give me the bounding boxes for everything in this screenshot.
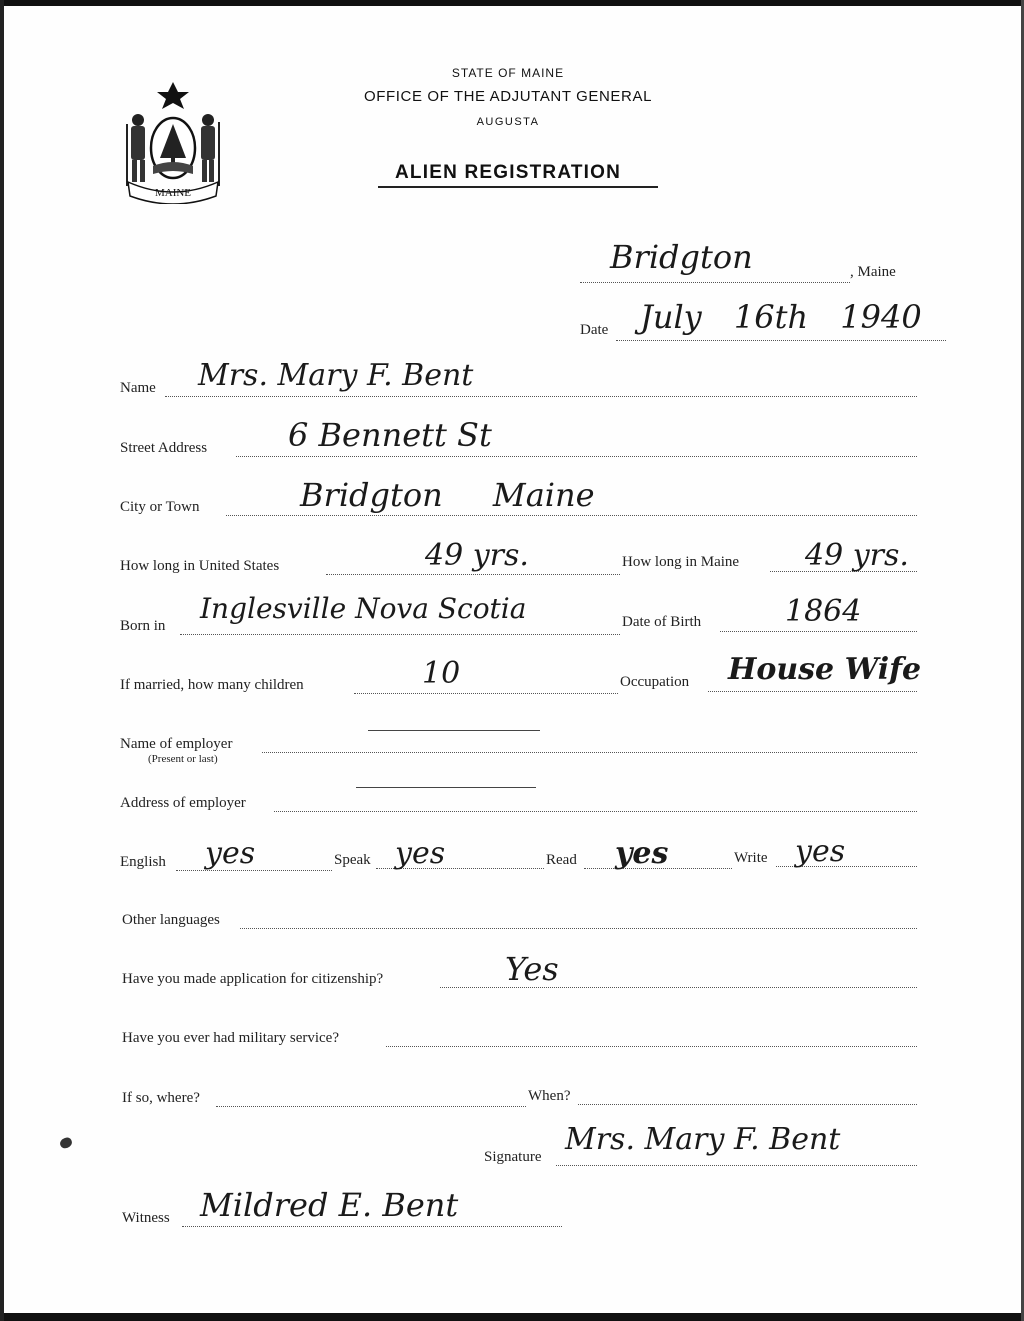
signature-label: Signature [484,1149,542,1165]
seal-motto: MAINE [154,187,192,199]
signature-line [556,1165,917,1166]
other-languages-line [240,928,917,929]
name-value: Mrs. Mary F. Bent [198,358,474,393]
maine-label: , Maine [850,264,896,280]
witness-value: Mildred E. Bent [200,1186,459,1224]
scan-border-bottom [0,1313,1024,1321]
employer-address-line [274,811,917,812]
employer-note: (Present or last) [148,753,218,765]
witness-line [182,1226,562,1227]
city-line [226,515,917,516]
city-value: Bridgton Maine [300,476,595,514]
scan-border-top [0,0,1024,6]
how-long-us-label: How long in United States [120,558,280,574]
children-value: 10 [422,656,461,691]
military-line [386,1046,917,1047]
write-value: yes [795,834,846,869]
employer-address-dash [356,787,536,788]
when-line [578,1104,917,1105]
town-value: Bridgton [610,238,753,276]
if-so-where-line [216,1106,526,1107]
speak-value: yes [395,836,446,871]
street-address-line [236,456,917,457]
citizenship-label: Have you made application for citizenship? [122,971,384,987]
date-of-birth-label: Date of Birth [622,614,702,630]
street-address-value: 6 Bennett St [288,416,492,454]
if-so-where-label: If so, where? [122,1090,200,1106]
born-in-label: Born in [120,618,166,634]
read-label: Read [546,852,577,868]
date-line [616,340,946,341]
street-address-label: Street Address [120,440,208,456]
name-line [165,396,917,397]
city-heading: AUGUSTA [476,116,540,128]
how-long-maine-value: 49 yrs. [805,538,909,573]
other-languages-label: Other languages [122,912,220,928]
write-label: Write [734,850,768,866]
date-of-birth-line [720,631,917,632]
employer-name-label: Name of employer [120,736,233,752]
city-label: City or Town [120,499,200,515]
title-underline [378,186,658,188]
how-long-maine-label: How long in Maine [622,554,740,570]
scan-border-left [0,0,4,1321]
employer-name-line [262,752,917,753]
office-heading: OFFICE OF THE ADJUTANT GENERAL [363,88,653,105]
how-long-us-value: 49 yrs. [425,538,529,573]
date-label: Date [580,322,609,338]
when-label: When? [528,1088,571,1104]
born-in-value: Inglesville Nova Scotia [200,592,527,625]
children-line [354,693,618,694]
how-long-us-line [326,574,620,575]
read-value: yes [615,836,669,871]
english-value: yes [205,836,256,871]
date-of-birth-value: 1864 [785,594,862,629]
occupation-label: Occupation [620,674,690,690]
occupation-line [708,691,917,692]
date-value: July 16th 1940 [640,298,922,336]
signature-value: Mrs. Mary F. Bent [565,1122,841,1157]
employer-dash [368,730,540,731]
english-label: English [120,854,166,870]
occupation-value: House Wife [728,652,922,687]
citizenship-value: Yes [505,950,559,988]
name-label: Name [120,380,156,396]
state-heading: STATE OF MAINE [451,66,565,80]
military-label: Have you ever had military service? [122,1030,339,1046]
employer-address-label: Address of employer [120,795,246,811]
speak-label: Speak [334,852,371,868]
born-in-line [180,634,620,635]
witness-label: Witness [122,1210,170,1226]
town-line [580,282,850,283]
children-label: If married, how many children [120,677,304,693]
form-title: ALIEN REGISTRATION [394,162,622,183]
ink-blot [59,1136,74,1150]
